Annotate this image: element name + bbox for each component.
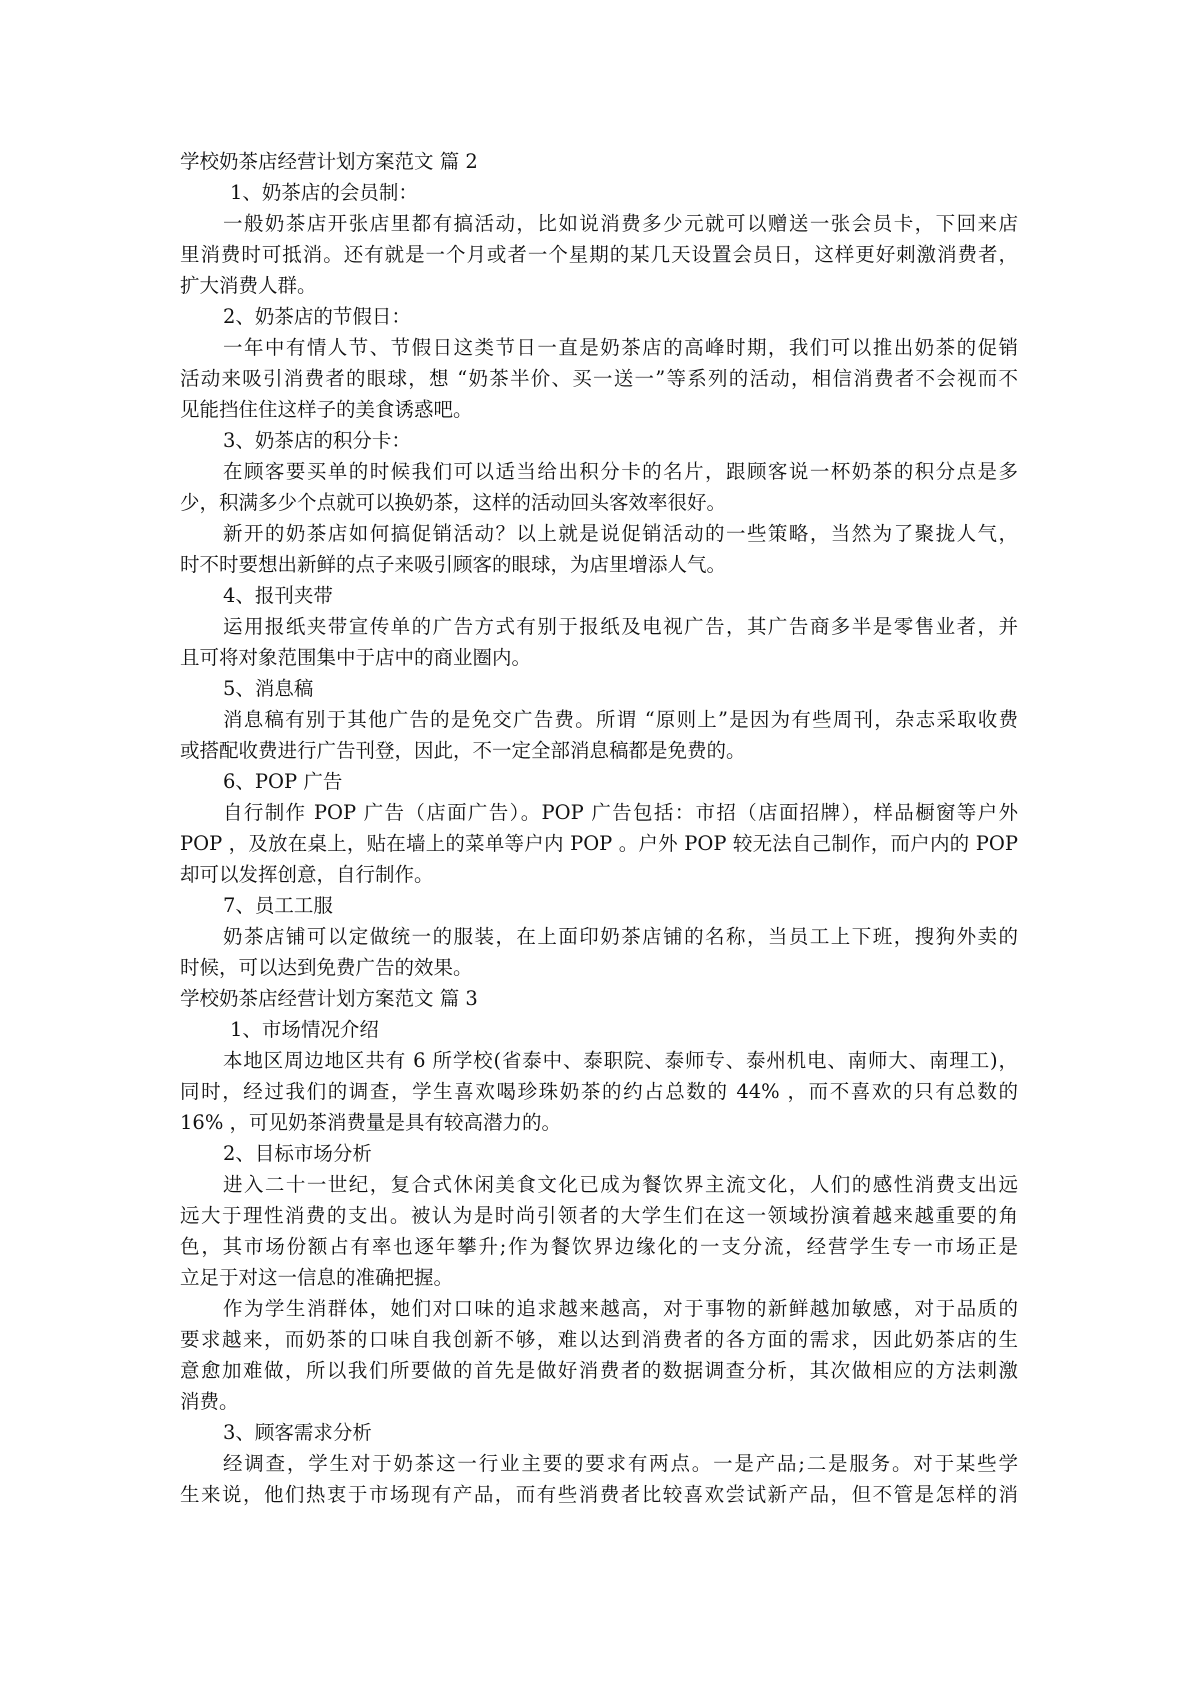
subheading: 1、奶茶店的会员制： bbox=[230, 181, 418, 204]
paragraph-line: 消费。 bbox=[180, 1390, 239, 1413]
paragraph-line: 奶茶店铺可以定做统一的服装，在上面印奶茶店铺的名称，当员工上下班，搜狗外卖的 bbox=[223, 925, 1018, 948]
paragraph-line: 一年中有情人节、节假日这类节日一直是奶茶店的高峰时期，我们可以推出奶茶的促销 bbox=[223, 336, 1018, 359]
paragraph-line: 活动来吸引消费者的眼球，想 “奶茶半价、买一送一”等系列的活动，相信消费者不会视而不 bbox=[180, 367, 1018, 390]
paragraph-line: 生来说，他们热衷于市场现有产品，而有些消费者比较喜欢尝试新产品，但不管是怎样的消 bbox=[180, 1483, 1018, 1506]
paragraph-line: 新开的奶茶店如何搞促销活动？以上就是说促销活动的一些策略，当然为了聚拢人气， bbox=[223, 522, 1018, 545]
paragraph-line: 进入二十一世纪，复合式休闲美食文化已成为餐饮界主流文化，人们的感性消费支出远 bbox=[223, 1173, 1018, 1196]
paragraph-line: 经调查，学生对于奶茶这一行业主要的要求有两点。一是产品;二是服务。对于某些学 bbox=[223, 1452, 1018, 1475]
paragraph-line: 运用报纸夹带宣传单的广告方式有别于报纸及电视广告，其广告商多半是零售业者，并 bbox=[223, 615, 1018, 638]
subheading: 2、目标市场分析 bbox=[223, 1142, 372, 1165]
paragraph-line: 作为学生消群体，她们对口味的追求越来越高，对于事物的新鲜越加敏感，对于品质的 bbox=[223, 1297, 1018, 1320]
paragraph-line: 却可以发挥创意，自行制作。 bbox=[180, 863, 434, 886]
paragraph-line: 立足于对这一信息的准确把握。 bbox=[180, 1266, 454, 1289]
paragraph-line: 16% ，可见奶茶消费量是具有较高潜力的。 bbox=[180, 1111, 562, 1134]
paragraph-line: 且可将对象范围集中于店中的商业圈内。 bbox=[180, 646, 532, 669]
paragraph-line: 色，其市场份额占有率也逐年攀升;作为餐饮界边缘化的一支分流，经营学生专一市场正是 bbox=[180, 1235, 1018, 1258]
paragraph-line: 在顾客要买单的时候我们可以适当给出积分卡的名片，跟顾客说一杯奶茶的积分点是多 bbox=[223, 460, 1018, 483]
subheading: 4、报刊夹带 bbox=[223, 584, 333, 607]
paragraph-line: 里消费时可抵消。还有就是一个月或者一个星期的某几天设置会员日，这样更好刺激消费者， bbox=[180, 243, 1018, 266]
subheading: 7、员工工服 bbox=[223, 894, 333, 917]
subheading: 3、奶茶店的积分卡： bbox=[223, 429, 411, 452]
paragraph-line: 本地区周边地区共有 6 所学校(省泰中、泰职院、泰师专、泰州机电、南师大、南理工)， bbox=[223, 1049, 1018, 1072]
subheading: 5、消息稿 bbox=[223, 677, 314, 700]
section-heading: 学校奶茶店经营计划方案范文 篇 3 bbox=[180, 987, 478, 1010]
paragraph-line: 一般奶茶店开张店里都有搞活动，比如说消费多少元就可以赠送一张会员卡，下回来店 bbox=[223, 212, 1018, 235]
paragraph-line: 意愈加难做，所以我们所要做的首先是做好消费者的数据调查分析，其次做相应的方法刺激 bbox=[180, 1359, 1018, 1382]
paragraph-line: 要求越来，而奶茶的口味自我创新不够，难以达到消费者的各方面的需求，因此奶茶店的生 bbox=[180, 1328, 1018, 1351]
subheading: 3、顾客需求分析 bbox=[223, 1421, 372, 1444]
subheading: 2、奶茶店的节假日： bbox=[223, 305, 411, 328]
paragraph-line: 远大于理性消费的支出。被认为是时尚引领者的大学生们在这一领域扮演着越来越重要的角 bbox=[180, 1204, 1018, 1227]
paragraph-line: 见能挡住住这样子的美食诱惑吧。 bbox=[180, 398, 473, 421]
document-body bbox=[180, 146, 1018, 1510]
paragraph-line: 或搭配收费进行广告刊登，因此，不一定全部消息稿都是免费的。 bbox=[180, 739, 746, 762]
paragraph-line: 少，积满多少个点就可以换奶茶，这样的活动回头客效率很好。 bbox=[180, 491, 727, 514]
paragraph-line: 自行制作 POP 广告（店面广告）。POP 广告包括：市招（店面招牌），样品橱窗等户外 bbox=[223, 801, 1018, 824]
section-heading: 学校奶茶店经营计划方案范文 篇 2 bbox=[180, 150, 478, 173]
paragraph-line: 扩大消费人群。 bbox=[180, 274, 317, 297]
subheading: 6、POP 广告 bbox=[223, 770, 343, 793]
paragraph-line: 时不时要想出新鲜的点子来吸引顾客的眼球，为店里增添人气。 bbox=[180, 553, 727, 576]
subheading: 1、市场情况介绍 bbox=[230, 1018, 379, 1041]
paragraph-line: 同时，经过我们的调查，学生喜欢喝珍珠奶茶的约占总数的 44% ，而不喜欢的只有总数的 bbox=[180, 1080, 1018, 1103]
paragraph-line: POP ，及放在桌上，贴在墙上的菜单等户内 POP 。户外 POP 较无法自己制作，而户内的 POP bbox=[180, 832, 1018, 855]
paragraph-line: 时候，可以达到免费广告的效果。 bbox=[180, 956, 473, 979]
paragraph-line: 消息稿有别于其他广告的是免交广告费。所谓 “原则上”是因为有些周刊，杂志采取收费 bbox=[223, 708, 1018, 731]
